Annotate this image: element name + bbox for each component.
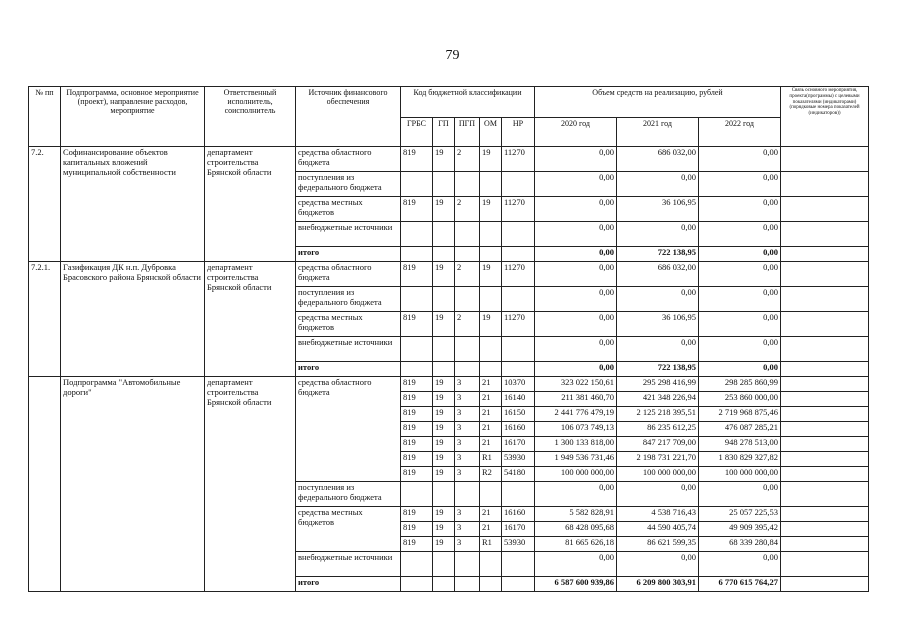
- amount-2020: 0,00: [535, 197, 617, 222]
- amount-2022: 0,00: [699, 287, 781, 312]
- indicator-link: [781, 247, 869, 262]
- code-np: 11270: [502, 197, 535, 222]
- code-gp: 19: [433, 147, 455, 172]
- code-grbs: 819: [401, 452, 433, 467]
- amount-2022: 25 057 225,53: [699, 507, 781, 522]
- amount-2020: 0,00: [535, 312, 617, 337]
- code-om: 19: [480, 312, 502, 337]
- indicator-link: [781, 147, 869, 172]
- code-gp: 19: [433, 392, 455, 407]
- code-om: 19: [480, 197, 502, 222]
- amount-2020: 0,00: [535, 287, 617, 312]
- amount-2021: 2 198 731 221,70: [617, 452, 699, 467]
- indicator-link: [781, 467, 869, 482]
- funding-source: средства местных бюджетов: [296, 197, 401, 222]
- code-empty: [401, 362, 433, 377]
- code-pgp: 3: [455, 452, 480, 467]
- code-grbs: 819: [401, 467, 433, 482]
- table-row: [29, 147, 869, 172]
- code-grbs: 819: [401, 147, 433, 172]
- code-np: 53930: [502, 537, 535, 552]
- code-grbs: 819: [401, 377, 433, 392]
- header-gp: ГП: [433, 118, 455, 147]
- amount-2021: 0,00: [617, 287, 699, 312]
- code-empty: [502, 552, 535, 577]
- code-grbs: 819: [401, 522, 433, 537]
- funding-source: поступления из федерального бюджета: [296, 172, 401, 197]
- funding-source: поступления из федерального бюджета: [296, 482, 401, 507]
- code-pgp: 3: [455, 377, 480, 392]
- amount-2021: 421 348 226,94: [617, 392, 699, 407]
- amount-2022: 0,00: [699, 262, 781, 287]
- code-gp: 19: [433, 377, 455, 392]
- header-grbs: ГРБС: [401, 118, 433, 147]
- code-grbs: 819: [401, 262, 433, 287]
- amount-2020: 100 000 000,00: [535, 467, 617, 482]
- indicator-link: [781, 522, 869, 537]
- header-2022: 2022 год: [699, 118, 781, 147]
- code-pgp: 2: [455, 312, 480, 337]
- code-om: 19: [480, 262, 502, 287]
- code-grbs: 819: [401, 437, 433, 452]
- amount-2021: 86 235 612,25: [617, 422, 699, 437]
- amount-2020: 0,00: [535, 482, 617, 507]
- total-label: итого: [296, 362, 401, 377]
- header-pgp: ПГП: [455, 118, 480, 147]
- code-np: 16140: [502, 392, 535, 407]
- code-gp: 19: [433, 197, 455, 222]
- header-codes-group: Код бюджетной классификации: [401, 87, 535, 118]
- code-pgp: 2: [455, 197, 480, 222]
- code-empty: [455, 247, 480, 262]
- code-pgp: 2: [455, 147, 480, 172]
- amount-2020: 0,00: [535, 222, 617, 247]
- funding-source: внебюджетные источники: [296, 552, 401, 577]
- code-gp: 19: [433, 467, 455, 482]
- code-pgp: [455, 172, 480, 197]
- amount-2021: 36 106,95: [617, 312, 699, 337]
- code-empty: [480, 577, 502, 592]
- amount-2020: 323 022 150,61: [535, 377, 617, 392]
- code-np: [502, 222, 535, 247]
- code-empty: [433, 577, 455, 592]
- indicator-link: [781, 422, 869, 437]
- amount-2022: 0,00: [699, 172, 781, 197]
- amount-2021: 0,00: [617, 482, 699, 507]
- code-grbs: 819: [401, 407, 433, 422]
- code-gp: 19: [433, 262, 455, 287]
- amount-2020: 2 441 776 479,19: [535, 407, 617, 422]
- amount-2022: 253 860 000,00: [699, 392, 781, 407]
- code-grbs: [401, 337, 433, 362]
- amount-2021: 686 032,00: [617, 262, 699, 287]
- amount-2021: 4 538 716,43: [617, 507, 699, 522]
- amount-2022: 298 285 860,99: [699, 377, 781, 392]
- indicator-link: [781, 552, 869, 577]
- code-om: R1: [480, 537, 502, 552]
- header-program: Подпрограмма, основное мероприятие (проект), направление расходов, мероприятие: [61, 87, 205, 147]
- code-gp: [433, 337, 455, 362]
- indicator-link: [781, 222, 869, 247]
- code-np: 54180: [502, 467, 535, 482]
- amount-2021: 36 106,95: [617, 197, 699, 222]
- amount-2020: 0,00: [535, 262, 617, 287]
- code-om: 21: [480, 522, 502, 537]
- amount-2022: 68 339 280,84: [699, 537, 781, 552]
- indicator-link: [781, 482, 869, 507]
- code-np: 16150: [502, 407, 535, 422]
- code-np: [502, 172, 535, 197]
- header-np: НР: [502, 118, 535, 147]
- code-pgp: 3: [455, 422, 480, 437]
- funding-source: поступления из федерального бюджета: [296, 287, 401, 312]
- amount-2022: 0,00: [699, 552, 781, 577]
- code-np: 11270: [502, 262, 535, 287]
- amount-2020: 1 300 133 818,00: [535, 437, 617, 452]
- code-empty: [480, 552, 502, 577]
- code-np: 11270: [502, 147, 535, 172]
- code-np: 11270: [502, 312, 535, 337]
- code-om: 21: [480, 392, 502, 407]
- code-gp: [433, 222, 455, 247]
- amount-2022: 49 909 395,42: [699, 522, 781, 537]
- code-empty: [480, 247, 502, 262]
- code-om: [480, 337, 502, 362]
- funding-table: [28, 86, 869, 592]
- code-grbs: 819: [401, 537, 433, 552]
- code-empty: [401, 247, 433, 262]
- code-empty: [455, 577, 480, 592]
- code-om: 19: [480, 147, 502, 172]
- code-grbs: 819: [401, 312, 433, 337]
- code-empty: [455, 552, 480, 577]
- code-om: 21: [480, 422, 502, 437]
- indicator-link: [781, 287, 869, 312]
- code-np: 16160: [502, 507, 535, 522]
- amount-2022: 6 770 615 764,27: [699, 577, 781, 592]
- code-om: 21: [480, 437, 502, 452]
- amount-2022: 0,00: [699, 147, 781, 172]
- table-row: [29, 377, 869, 392]
- indicator-link: [781, 197, 869, 222]
- code-pgp: [455, 287, 480, 312]
- subprogram-name: Подпрограмма "Автомобильные дороги": [61, 377, 205, 592]
- code-gp: 19: [433, 537, 455, 552]
- code-empty: [502, 362, 535, 377]
- code-gp: 19: [433, 507, 455, 522]
- code-om: [480, 222, 502, 247]
- amount-2021: 847 217 709,00: [617, 437, 699, 452]
- amount-2021: 2 125 218 395,51: [617, 407, 699, 422]
- indicator-link: [781, 507, 869, 522]
- code-pgp: [455, 337, 480, 362]
- amount-2020: 5 582 828,91: [535, 507, 617, 522]
- amount-2021: 86 621 599,35: [617, 537, 699, 552]
- code-np: 10370: [502, 377, 535, 392]
- code-empty: [401, 577, 433, 592]
- code-np: 16160: [502, 422, 535, 437]
- code-om: [480, 172, 502, 197]
- header-executor: Ответственный исполнитель, соисполнитель: [205, 87, 296, 147]
- indicator-link: [781, 377, 869, 392]
- header-om: ОМ: [480, 118, 502, 147]
- header-2020: 2020 год: [535, 118, 617, 147]
- executor: департамент строительства Брянской области: [205, 262, 296, 377]
- amount-2022: 100 000 000,00: [699, 467, 781, 482]
- funding-source: средства областного бюджета: [296, 262, 401, 287]
- code-om: R2: [480, 467, 502, 482]
- code-empty: [455, 482, 480, 507]
- amount-2021: 0,00: [617, 337, 699, 362]
- header-num: № пп: [29, 87, 61, 147]
- amount-2022: 2 719 968 875,46: [699, 407, 781, 422]
- code-grbs: 819: [401, 507, 433, 522]
- code-grbs: [401, 222, 433, 247]
- indicator-link: [781, 437, 869, 452]
- amount-2020: 81 665 626,18: [535, 537, 617, 552]
- amount-2020: 0,00: [535, 147, 617, 172]
- amount-2020: 0,00: [535, 337, 617, 362]
- code-gp: 19: [433, 407, 455, 422]
- amount-2022: 0,00: [699, 312, 781, 337]
- funding-source: внебюджетные источники: [296, 222, 401, 247]
- amount-2020: 68 428 095,68: [535, 522, 617, 537]
- amount-2022: 0,00: [699, 482, 781, 507]
- indicator-link: [781, 172, 869, 197]
- funding-source: средства областного бюджета: [296, 377, 401, 482]
- header-source: Источник финансового обеспечения: [296, 87, 401, 147]
- code-grbs: 819: [401, 422, 433, 437]
- row-number: 7.2.1.: [29, 262, 61, 377]
- indicator-link: [781, 577, 869, 592]
- indicator-link: [781, 337, 869, 362]
- amount-2022: 0,00: [699, 362, 781, 377]
- amount-2022: 0,00: [699, 197, 781, 222]
- code-empty: [502, 482, 535, 507]
- funding-source: средства областного бюджета: [296, 147, 401, 172]
- amount-2021: 44 590 405,74: [617, 522, 699, 537]
- amount-2021: 0,00: [617, 552, 699, 577]
- row-number: [29, 377, 61, 592]
- amount-2021: 6 209 800 303,91: [617, 577, 699, 592]
- row-number: 7.2.: [29, 147, 61, 262]
- header-link: Связь основного мероприятия, проекта(программы) с целевыми показателями (индикаторами) (порядковые номера показателей (индикаторов)): [781, 87, 869, 147]
- code-empty: [401, 552, 433, 577]
- executor: департамент строительства Брянской области: [205, 377, 296, 592]
- total-label: итого: [296, 577, 401, 592]
- code-pgp: [455, 222, 480, 247]
- code-grbs: [401, 287, 433, 312]
- code-gp: 19: [433, 422, 455, 437]
- total-label: итого: [296, 247, 401, 262]
- code-empty: [433, 247, 455, 262]
- indicator-link: [781, 452, 869, 467]
- code-pgp: 3: [455, 392, 480, 407]
- code-gp: [433, 172, 455, 197]
- code-pgp: 3: [455, 537, 480, 552]
- measure-name: Софинансирование объектов капитальных вложений муниципальной собственности: [61, 147, 205, 262]
- code-empty: [455, 362, 480, 377]
- funding-source: средства местных бюджетов: [296, 507, 401, 552]
- amount-2022: 0,00: [699, 337, 781, 362]
- code-gp: 19: [433, 522, 455, 537]
- table-row: [29, 262, 869, 287]
- code-empty: [480, 482, 502, 507]
- indicator-link: [781, 392, 869, 407]
- code-om: 21: [480, 507, 502, 522]
- code-empty: [502, 247, 535, 262]
- code-gp: 19: [433, 312, 455, 337]
- code-grbs: 819: [401, 197, 433, 222]
- code-grbs: [401, 172, 433, 197]
- page-number: 79: [445, 48, 460, 63]
- indicator-link: [781, 537, 869, 552]
- code-np: [502, 337, 535, 362]
- amount-2021: 722 138,95: [617, 247, 699, 262]
- amount-2022: 0,00: [699, 247, 781, 262]
- code-gp: [433, 287, 455, 312]
- funding-source: средства местных бюджетов: [296, 312, 401, 337]
- code-pgp: 3: [455, 507, 480, 522]
- amount-2020: 0,00: [535, 247, 617, 262]
- amount-2022: 476 087 285,21: [699, 422, 781, 437]
- code-gp: 19: [433, 437, 455, 452]
- code-empty: [502, 577, 535, 592]
- code-om: R1: [480, 452, 502, 467]
- amount-2020: 106 073 749,13: [535, 422, 617, 437]
- measure-name: Газификация ДК н.п. Дубровка Брасовского района Брянской области: [61, 262, 205, 377]
- amount-2020: 0,00: [535, 362, 617, 377]
- amount-2020: 211 381 460,70: [535, 392, 617, 407]
- amount-2021: 0,00: [617, 172, 699, 197]
- amount-2022: 1 830 829 327,82: [699, 452, 781, 467]
- amount-2020: 6 587 600 939,86: [535, 577, 617, 592]
- code-pgp: 3: [455, 467, 480, 482]
- amount-2021: 0,00: [617, 222, 699, 247]
- code-pgp: 3: [455, 437, 480, 452]
- code-np: 53930: [502, 452, 535, 467]
- code-empty: [433, 552, 455, 577]
- code-empty: [401, 482, 433, 507]
- code-empty: [433, 362, 455, 377]
- indicator-link: [781, 362, 869, 377]
- amount-2020: 0,00: [535, 552, 617, 577]
- code-np: 16170: [502, 522, 535, 537]
- amount-2021: 722 138,95: [617, 362, 699, 377]
- code-np: 16170: [502, 437, 535, 452]
- code-om: 21: [480, 407, 502, 422]
- code-gp: 19: [433, 452, 455, 467]
- code-pgp: 2: [455, 262, 480, 287]
- code-grbs: 819: [401, 392, 433, 407]
- amount-2021: 295 298 416,99: [617, 377, 699, 392]
- code-om: 21: [480, 377, 502, 392]
- indicator-link: [781, 312, 869, 337]
- executor: департамент строительства Брянской области: [205, 147, 296, 262]
- header-amount-group: Объем средств на реализацию, рублей: [535, 87, 781, 118]
- code-om: [480, 287, 502, 312]
- amount-2021: 100 000 000,00: [617, 467, 699, 482]
- code-empty: [433, 482, 455, 507]
- code-pgp: 3: [455, 407, 480, 422]
- amount-2022: 948 278 513,00: [699, 437, 781, 452]
- funding-source: внебюджетные источники: [296, 337, 401, 362]
- indicator-link: [781, 262, 869, 287]
- amount-2020: 1 949 536 731,46: [535, 452, 617, 467]
- code-np: [502, 287, 535, 312]
- code-empty: [480, 362, 502, 377]
- amount-2022: 0,00: [699, 222, 781, 247]
- code-pgp: 3: [455, 522, 480, 537]
- indicator-link: [781, 407, 869, 422]
- amount-2021: 686 032,00: [617, 147, 699, 172]
- amount-2020: 0,00: [535, 172, 617, 197]
- header-2021: 2021 год: [617, 118, 699, 147]
